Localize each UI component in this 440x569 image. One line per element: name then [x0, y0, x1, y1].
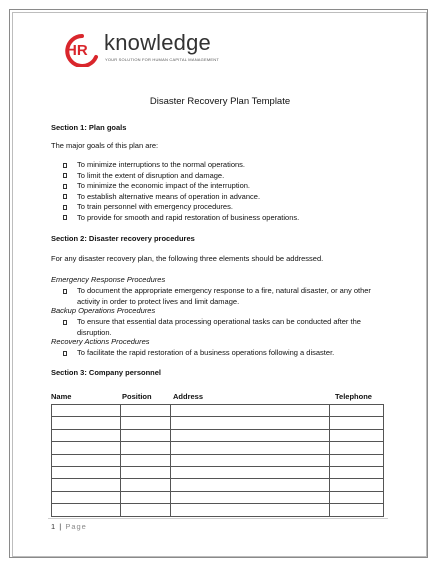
- table-cell-telephone[interactable]: [330, 479, 384, 491]
- table-cell-address[interactable]: [171, 491, 330, 503]
- table-row: [52, 454, 384, 466]
- table-row: [52, 466, 384, 478]
- table-row: [52, 479, 384, 491]
- checkbox-icon: [63, 320, 67, 325]
- list-item: To minimize interruptions to the normal operations.: [63, 160, 299, 171]
- page-number: 1: [51, 522, 56, 531]
- table-row: [52, 417, 384, 429]
- backup-procedures-list: [63, 317, 381, 338]
- table-cell-name[interactable]: [52, 504, 121, 516]
- table-cell-address[interactable]: [171, 466, 330, 478]
- column-header-address: Address: [173, 392, 204, 401]
- table-cell-position[interactable]: [121, 479, 171, 491]
- recovery-procedures-list: [63, 348, 334, 359]
- list-item: To train personnel with emergency procedures.: [63, 202, 299, 213]
- checkbox-icon: [63, 173, 67, 178]
- table-cell-telephone[interactable]: [330, 491, 384, 503]
- logo-tagline: YOUR SOLUTION FOR HUMAN CAPITAL MANAGEMENT: [105, 57, 219, 62]
- footer-separator: |: [59, 522, 62, 531]
- document-title: Disaster Recovery Plan Template: [149, 96, 291, 107]
- checkbox-icon: [63, 215, 67, 220]
- list-item: To ensure that essential data processing operational tasks can be conducted after the disruption.: [63, 317, 381, 338]
- checkbox-icon: [63, 194, 67, 199]
- table-row: [52, 504, 384, 516]
- table-cell-name[interactable]: [52, 405, 121, 417]
- table-cell-position[interactable]: [121, 491, 171, 503]
- section2-heading: Section 2: Disaster recovery procedures: [51, 234, 195, 243]
- table-row: [52, 429, 384, 441]
- checkbox-icon: [63, 289, 67, 294]
- section1-heading: Section 1: Plan goals: [51, 123, 127, 132]
- table-cell-position[interactable]: [121, 405, 171, 417]
- section3-heading: Section 3: Company personnel: [51, 368, 162, 377]
- table-cell-address[interactable]: [171, 405, 330, 417]
- column-header-position: Position: [122, 392, 152, 401]
- personnel-table: [51, 404, 384, 517]
- table-cell-address[interactable]: [171, 442, 330, 454]
- table-cell-address[interactable]: [171, 454, 330, 466]
- section1-intro: The major goals of this plan are:: [51, 141, 159, 150]
- list-item: To document the appropriate emergency response to a fire, natural disaster, or any other activity in order to protect lives and limit damage.: [63, 286, 378, 307]
- table-cell-telephone[interactable]: [330, 466, 384, 478]
- page-label: Page: [65, 522, 87, 531]
- table-cell-position[interactable]: [121, 429, 171, 441]
- table-cell-name[interactable]: [52, 417, 121, 429]
- hr-knowledge-logo: [60, 30, 219, 67]
- list-item: To establish alternative means of operation in advance.: [63, 192, 299, 203]
- table-cell-telephone[interactable]: [330, 405, 384, 417]
- table-cell-address[interactable]: [171, 479, 330, 491]
- table-cell-name[interactable]: [52, 466, 121, 478]
- column-header-telephone: Telephone: [335, 392, 372, 401]
- checkbox-icon: [63, 205, 67, 210]
- table-cell-name[interactable]: [52, 479, 121, 491]
- table-cell-name[interactable]: [52, 429, 121, 441]
- table-cell-address[interactable]: [171, 429, 330, 441]
- column-header-name: Name: [51, 392, 72, 401]
- checkbox-icon: [63, 163, 67, 168]
- table-row: [52, 442, 384, 454]
- table-cell-position[interactable]: [121, 504, 171, 516]
- table-row: [52, 491, 384, 503]
- recovery-procedures-label: Recovery Actions Procedures: [51, 337, 150, 346]
- emergency-procedures-list: [63, 286, 378, 307]
- checkbox-icon: [63, 184, 67, 189]
- table-cell-position[interactable]: [121, 417, 171, 429]
- table-cell-position[interactable]: [121, 466, 171, 478]
- footer-divider: [48, 518, 388, 519]
- list-item: To limit the extent of disruption and damage.: [63, 171, 299, 182]
- table-cell-position[interactable]: [121, 454, 171, 466]
- list-item: To provide for smooth and rapid restoration of business operations.: [63, 213, 299, 224]
- checkbox-icon: [63, 351, 67, 356]
- plan-goals-list: [63, 160, 299, 224]
- hr-logo-icon: [60, 33, 102, 67]
- logo-wordmark: knowledge: [104, 30, 211, 55]
- table-cell-telephone[interactable]: [330, 429, 384, 441]
- table-row: [52, 405, 384, 417]
- section2-intro: For any disaster recovery plan, the following three elements should be addressed.: [51, 254, 324, 263]
- table-cell-address[interactable]: [171, 504, 330, 516]
- table-cell-name[interactable]: [52, 454, 121, 466]
- list-item: To minimize the economic impact of the interruption.: [63, 181, 299, 192]
- table-cell-telephone[interactable]: [330, 454, 384, 466]
- list-item: To facilitate the rapid restoration of a business operations following a disaster.: [63, 348, 334, 359]
- table-cell-telephone[interactable]: [330, 504, 384, 516]
- table-cell-position[interactable]: [121, 442, 171, 454]
- table-cell-telephone[interactable]: [330, 417, 384, 429]
- table-cell-name[interactable]: [52, 442, 121, 454]
- table-cell-address[interactable]: [171, 417, 330, 429]
- emergency-procedures-label: Emergency Response Procedures: [51, 275, 166, 284]
- table-cell-telephone[interactable]: [330, 442, 384, 454]
- table-cell-name[interactable]: [52, 491, 121, 503]
- page-footer: [51, 522, 87, 531]
- backup-procedures-label: Backup Operations Procedures: [51, 306, 156, 315]
- svg-text:HR: HR: [66, 42, 88, 59]
